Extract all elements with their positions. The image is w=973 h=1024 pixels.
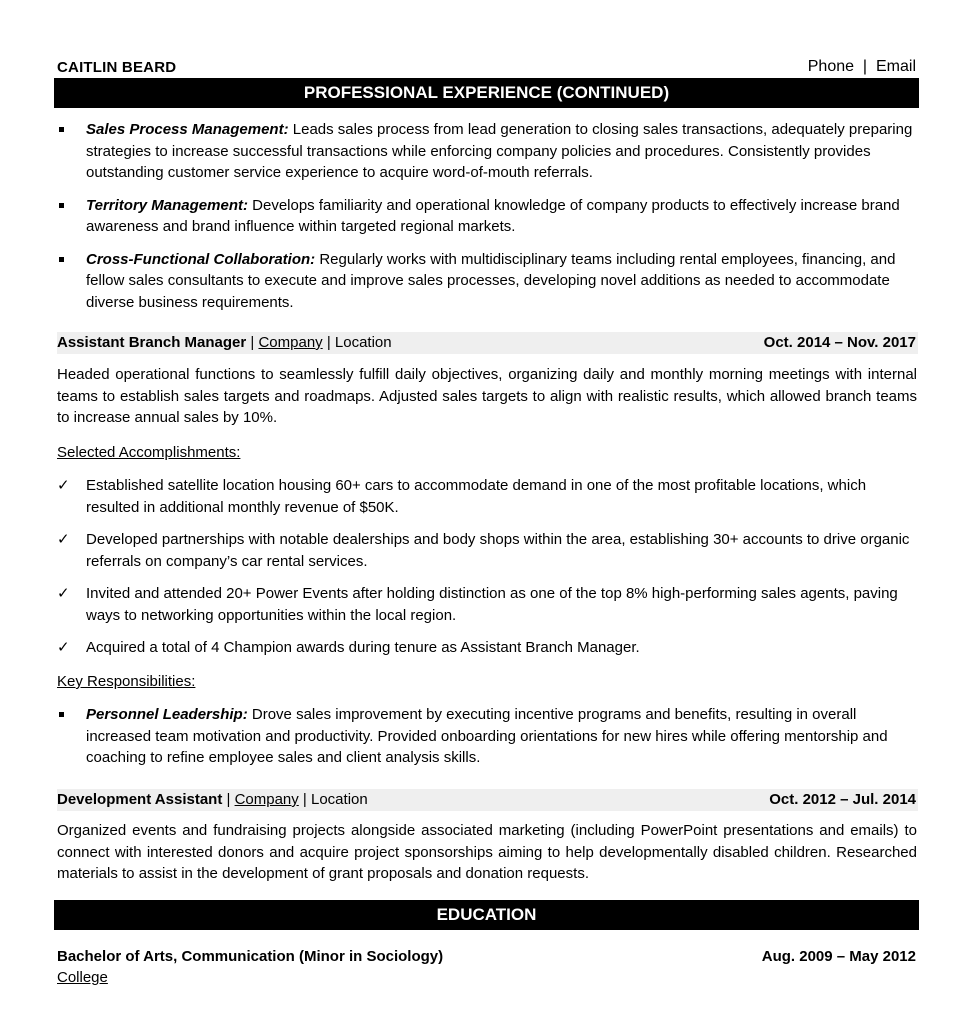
square-bullet-icon xyxy=(59,712,64,717)
job-summary: Headed operational functions to seamlessly fulfill daily objectives, organizing daily and monthly morning meetings with internal teams to establish sales targets and roadmaps. Adjusted sales targets to align with realistic results, which allowed branch teams to increase annual sales by 10%. xyxy=(57,366,917,426)
list-item xyxy=(57,637,918,659)
experience-section-heading: PROFESSIONAL EXPERIENCE (CONTINUED) xyxy=(54,78,919,108)
list-item xyxy=(57,249,918,314)
bullet-text: Develops familiarity and operational knowledge of company products to effectively increase brand awareness and brand influence within targeted regional markets. xyxy=(86,196,900,235)
responsibilities-heading: Key Responsibilities: xyxy=(57,673,196,690)
accomplishment-text: Acquired a total of 4 Champion awards during tenure as Assistant Branch Manager. xyxy=(86,639,640,656)
accomplishments-list xyxy=(57,475,918,670)
accomplishment-text: Developed partnerships with notable dealerships and body shops within the area, establishing 30+ accounts to drive organic referrals on company’s car rental services. xyxy=(86,531,910,570)
accomplishment-text: Established satellite location housing 60+ cars to accommodate demand in one of the most profitable locations, which resulted in additional monthly revenue of $50K. xyxy=(86,477,867,516)
job-summary: Organized events and fundraising projects alongside associated marketing (including PowerPoint presentations and emails) to connect with interested donors and acquire project sponsorships aiming to help developmentally disabled children. Researched materials to assist in the development of grant proposals and donation requests. xyxy=(57,822,917,882)
education-dates: Aug. 2009 – May 2012 xyxy=(761,948,916,965)
school-link[interactable]: College xyxy=(57,969,108,986)
responsibilities-list xyxy=(57,704,918,780)
bullet-label: Cross-Functional Collaboration: xyxy=(86,250,316,268)
company-link[interactable]: Company xyxy=(234,791,299,808)
phone-link[interactable]: Phone xyxy=(807,58,855,75)
bullet-text: Leads sales process from lead generation to closing sales transactions, adequately preparing strategies to increase successful transactions while enforcing company policies and procedures. Consistently provides outstanding customer service experience to acquire word-of-mouth referrals. xyxy=(86,121,913,181)
list-item xyxy=(57,119,918,184)
job-header-separator: | xyxy=(298,791,311,808)
job-location: Location xyxy=(334,334,392,351)
job-header-separator: | xyxy=(246,334,259,351)
bullet-label: Personnel Leadership: xyxy=(86,706,248,723)
checkmark-icon: ✓ xyxy=(57,639,70,656)
prior-job-bullet-list xyxy=(57,119,918,324)
accomplishment-text: Invited and attended 20+ Power Events after holding distinction as one of the top 8% high-performing sales agents, paving ways to networking opportunities within the local region. xyxy=(86,585,898,624)
job-header-separator: | xyxy=(322,334,335,351)
company-link[interactable]: Company xyxy=(258,334,323,351)
list-item xyxy=(57,529,918,572)
degree: Bachelor of Arts, Communication (Minor in Sociology) xyxy=(57,948,444,965)
list-item xyxy=(57,583,918,626)
square-bullet-icon xyxy=(59,203,64,208)
bullet-label: Territory Management: xyxy=(86,196,248,214)
email-link[interactable]: Email xyxy=(875,58,916,75)
contact-info xyxy=(808,58,916,76)
list-item xyxy=(57,475,918,518)
job-title: Assistant Branch Manager xyxy=(57,334,247,351)
job-dates: Oct. 2014 – Nov. 2017 xyxy=(763,334,916,351)
education-section-heading: EDUCATION xyxy=(54,900,919,930)
accomplishments-heading: Selected Accomplishments: xyxy=(57,444,241,461)
resume-header xyxy=(57,58,918,78)
contact-separator: | xyxy=(862,58,868,75)
job-dates: Oct. 2012 – Jul. 2014 xyxy=(769,791,916,808)
list-item xyxy=(57,704,918,769)
square-bullet-icon xyxy=(59,127,64,132)
job-header-separator: | xyxy=(222,791,235,808)
checkmark-icon: ✓ xyxy=(57,531,70,548)
checkmark-icon: ✓ xyxy=(57,477,70,494)
bullet-text: Drove sales improvement by executing incentive programs and benefits, resulting in overall increased team motivation and productivity. Provided onboarding orientations for new hires while offering mentorship and coaching to refine employee sales and client analysis skills. xyxy=(86,706,888,766)
bullet-text: Regularly works with multidisciplinary teams including rental employees, financing, and fellow sales consultants to execute and improve sales processes, developing novel additions as needed to accommodate diverse business requirements. xyxy=(86,250,896,311)
job-header-assistant-branch-manager xyxy=(57,332,918,354)
job-header-development-assistant xyxy=(57,789,918,811)
square-bullet-icon xyxy=(59,257,64,262)
checkmark-icon: ✓ xyxy=(57,585,70,602)
bullet-label: Sales Process Management: xyxy=(86,121,289,138)
job-title: Development Assistant xyxy=(57,791,223,808)
list-item xyxy=(57,195,918,238)
job-location: Location xyxy=(311,791,368,808)
candidate-name: CAITLIN BEARD xyxy=(57,59,177,76)
